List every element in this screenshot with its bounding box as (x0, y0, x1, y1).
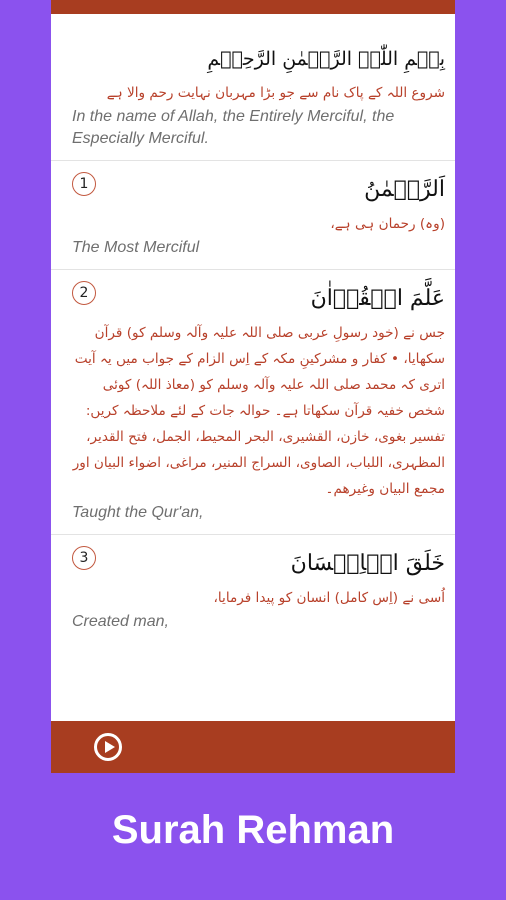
verse-list[interactable] (51, 14, 455, 721)
verse-3[interactable] (51, 535, 455, 643)
arabic-text: عَلَّمَ الۡقُرۡاٰنَ (310, 286, 445, 311)
player-bar (51, 721, 455, 773)
app-screen (51, 0, 455, 773)
english-translation: Created man, (72, 613, 169, 630)
arabic-text: خَلَقَ الۡاِنۡسَانَ (290, 551, 445, 576)
urdu-translation: شروع اللہ کے پاک نام سے جو بڑا مہربان نہایت رحم والا ہے (106, 85, 445, 101)
arabic-text: اَلرَّحۡمٰنُ (364, 177, 445, 202)
top-bar (51, 0, 455, 14)
play-icon[interactable] (94, 733, 122, 761)
verse-2[interactable] (51, 270, 455, 535)
urdu-translation: جس نے (خود رسولِ عربی صلی اللہ علیہ وآلہ وسلم کو) قرآن سکھایا، • کفار و مشرکینِ مکہ کے اِس الزام کے جواب میں یہ آیت اتری کہ محمد صلی اللہ علیہ وآلہ وسلم کو (معاذ اللہ) کوئی شخص خفیہ قرآن سکھاتا ہے۔ حوالہ جات کے لئے ملاحظہ کریں: تفسیر بغوی، خازن، القشیری، البحر المحیط، الجمل، فتح القدیر، المظہری، اللباب، الصاوی، السراج المنیر، مراغی، اضواء البیان اور مجمع البیان وغیرھم۔ (72, 325, 445, 497)
english-translation: In the name of Allah, the Entirely Merciful, the Especially Merciful. (72, 108, 395, 147)
verse-number-badge: 2 (72, 281, 96, 305)
promo-caption: Surah Rehman (111, 808, 395, 852)
verse-bismillah (51, 14, 455, 161)
urdu-translation: اُسی نے (اِس کامل) انسان کو پیدا فرمایا، (213, 590, 445, 606)
verse-number-badge: 1 (72, 172, 96, 196)
urdu-translation: (وہ) رحمان ہی ہے، (330, 216, 445, 232)
english-translation: Taught the Qur'an, (72, 504, 204, 521)
arabic-text: بِسۡمِ اللّٰہِ الرَّحۡمٰنِ الرَّحِیۡمِ (207, 48, 445, 70)
verse-number-badge: 3 (72, 546, 96, 570)
english-translation: The Most Merciful (72, 239, 200, 256)
verse-1[interactable] (51, 161, 455, 270)
